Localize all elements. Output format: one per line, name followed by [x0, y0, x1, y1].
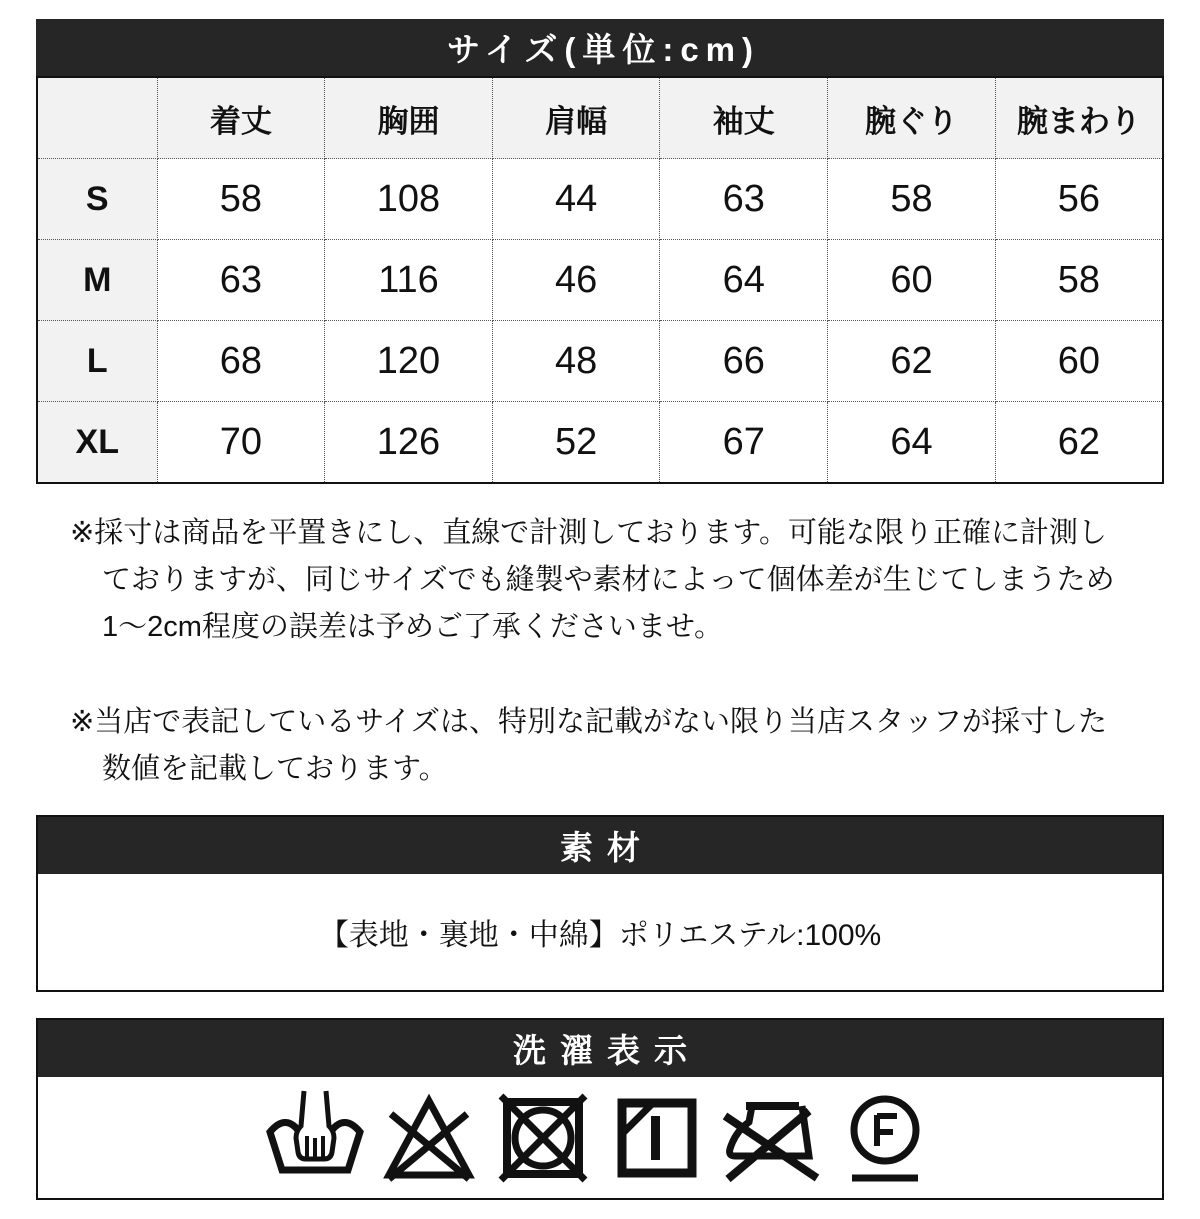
- size-row-xl: [37, 402, 1163, 484]
- material-section: [36, 815, 1164, 992]
- size-cell: 116: [325, 240, 493, 321]
- material-title: 素材: [560, 829, 654, 866]
- care-title-bar: [38, 1020, 1162, 1077]
- size-cell: 120: [325, 321, 493, 402]
- column-header-armhole: 腕ぐり: [828, 77, 996, 159]
- hand-wash-icon: [265, 1088, 365, 1188]
- note-line: 数値を記載しております。: [102, 753, 448, 785]
- note-line: ※採寸は商品を平置きにし、直線で計測しております。可能な限り正確に計測し: [70, 517, 1107, 549]
- care-section: [36, 1018, 1164, 1200]
- care-title: 洗濯表示: [513, 1032, 701, 1069]
- do-not-iron-icon: [721, 1088, 821, 1188]
- size-row-m: [37, 240, 1163, 321]
- size-table-header-row: [37, 77, 1163, 159]
- note-line: 1〜2cm程度の誤差は予めご了承くださいませ。: [102, 611, 724, 643]
- size-row-label: M: [37, 240, 157, 321]
- size-cell: 64: [828, 402, 996, 484]
- size-chart-section: [36, 19, 1164, 484]
- column-header-arm-circumference: 腕まわり: [995, 77, 1163, 159]
- size-cell: 56: [995, 159, 1163, 240]
- size-cell: 67: [660, 402, 828, 484]
- note-line: ※当店で表記しているサイズは、特別な記載がない限り当店スタッフが採寸した: [70, 706, 1107, 738]
- size-cell: 63: [157, 240, 325, 321]
- size-row-s: [37, 159, 1163, 240]
- column-header-sleeve: 袖丈: [660, 77, 828, 159]
- size-chart-title: サイズ(単位:cm): [446, 31, 761, 68]
- measurement-note: [70, 510, 1164, 651]
- staff-measurement-note: [70, 699, 1164, 793]
- size-row-l: [37, 321, 1163, 402]
- do-not-tumble-dry-icon: [493, 1088, 593, 1188]
- size-table: [36, 76, 1164, 484]
- size-cell: 58: [157, 159, 325, 240]
- do-not-bleach-icon: [379, 1088, 479, 1188]
- material-title-bar: [38, 817, 1162, 874]
- material-content: 【表地・裏地・中綿】ポリエステル:100%: [38, 874, 1162, 990]
- size-cell: 60: [828, 240, 996, 321]
- size-cell: 126: [325, 402, 493, 484]
- size-cell: 46: [492, 240, 660, 321]
- size-row-label: L: [37, 321, 157, 402]
- size-cell: 62: [828, 321, 996, 402]
- size-cell: 58: [995, 240, 1163, 321]
- size-cell: 68: [157, 321, 325, 402]
- size-cell: 48: [492, 321, 660, 402]
- dry-clean-petroleum-gentle-icon: [835, 1088, 935, 1188]
- column-header-chest: 胸囲: [325, 77, 493, 159]
- size-cell: 63: [660, 159, 828, 240]
- size-cell: 70: [157, 402, 325, 484]
- size-cell: 44: [492, 159, 660, 240]
- size-row-label: XL: [37, 402, 157, 484]
- size-cell: 58: [828, 159, 996, 240]
- size-row-label: S: [37, 159, 157, 240]
- line-dry-in-shade-icon: [607, 1088, 707, 1188]
- size-cell: 66: [660, 321, 828, 402]
- note-line: ておりますが、同じサイズでも縫製や素材によって個体差が生じてしまうため: [102, 564, 1115, 596]
- size-cell: 60: [995, 321, 1163, 402]
- notes: [70, 510, 1164, 793]
- care-icons-row: [38, 1077, 1162, 1198]
- size-cell: 62: [995, 402, 1163, 484]
- corner-cell: [37, 77, 157, 159]
- size-cell: 108: [325, 159, 493, 240]
- size-cell: 52: [492, 402, 660, 484]
- column-header-length: 着丈: [157, 77, 325, 159]
- size-cell: 64: [660, 240, 828, 321]
- size-chart-title-bar: [36, 19, 1164, 76]
- page-content: [36, 19, 1164, 1200]
- column-header-shoulder: 肩幅: [492, 77, 660, 159]
